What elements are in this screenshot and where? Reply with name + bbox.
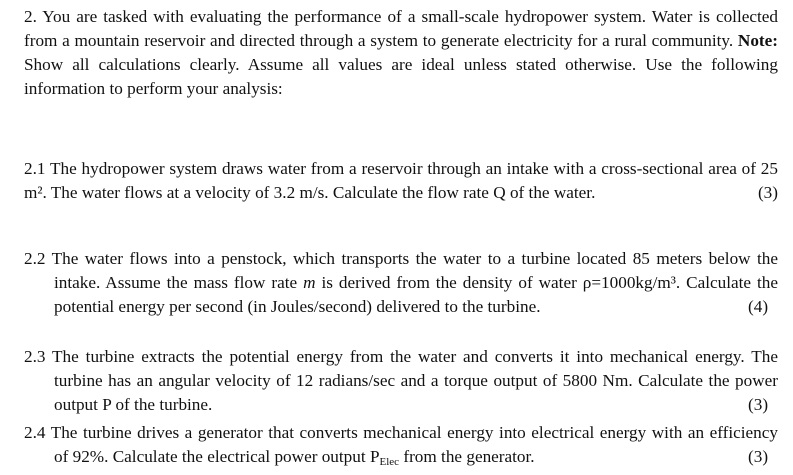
q2-text-a: 2.2 The water flows into a penstock, which transports the water to a turbine located 85 meters below the intake. Assume the mass flow rate: [24, 249, 778, 292]
mass-flow-symbol: m: [303, 273, 316, 292]
question-2-1: [24, 157, 778, 205]
q4-text-b: from the generator.: [399, 447, 535, 466]
q1-marks: (3): [757, 183, 778, 202]
q1-text: 2.1 The hydropower system draws water from a reservoir through an intake with a cross-sectional area of 25 m². The water flows at a velocity of 3.2 m/s. Calculate the flow rate Q of the water.: [24, 159, 778, 202]
intro-lead: 2. You are tasked with evaluating the performance of a small-scale hydropower system. Water is collected from a mountain reservoir and directed through a system to generate electricity for a rural community.: [24, 7, 778, 50]
intro-paragraph: [24, 5, 778, 101]
question-2-2: 2.2 The water flows into a penstock, which transports the water to a turbine located 85 meters below the intake. Assume the mass flow rate m is derived from the density of water ρ=1000kg/m³. Calculate the potential energy per second (in Joules/second) delivered to the turbine. (4): [24, 249, 779, 316]
intro-tail: Show all calculations clearly. Assume all values are ideal unless stated otherwise. Use the following information to perform your analysis:: [24, 55, 778, 98]
question-2-4: 2.4 The turbine drives a generator that converts mechanical energy into electrical energy with an efficiency of 92%. Calculate the electrical power output $P_{Elec}$ from the generator. (3): [24, 423, 778, 468]
q4-text-a: 2.4 The turbine drives a generator that converts mechanical energy into electrical energy with an efficiency of 92%. Calculate the electrical power output P: [24, 423, 778, 466]
question-2-3: 2.3 The turbine extracts the potential energy from the water and converts it into mechanical energy. The turbine has an angular velocity of 12 radians/sec and a torque output of 5800 Nm. Calculate the power output P of the turbine. (3): [24, 347, 778, 414]
note-label: Note:: [737, 31, 778, 50]
q3-text: 2.3 The turbine extracts the potential energy from the water and converts it into mechanical energy. The turbine has an angular velocity of 12 radians/sec and a torque output of 5800 Nm. Calculate the power output P of the turbine.: [24, 347, 778, 414]
p-elec-subscript: Elec: [379, 456, 400, 468]
q2-text-b: is derived from the density of water ρ=1000kg/m³. Calculate the potential energy per second (in Joules/second) delivered to the turbine.: [54, 273, 779, 316]
